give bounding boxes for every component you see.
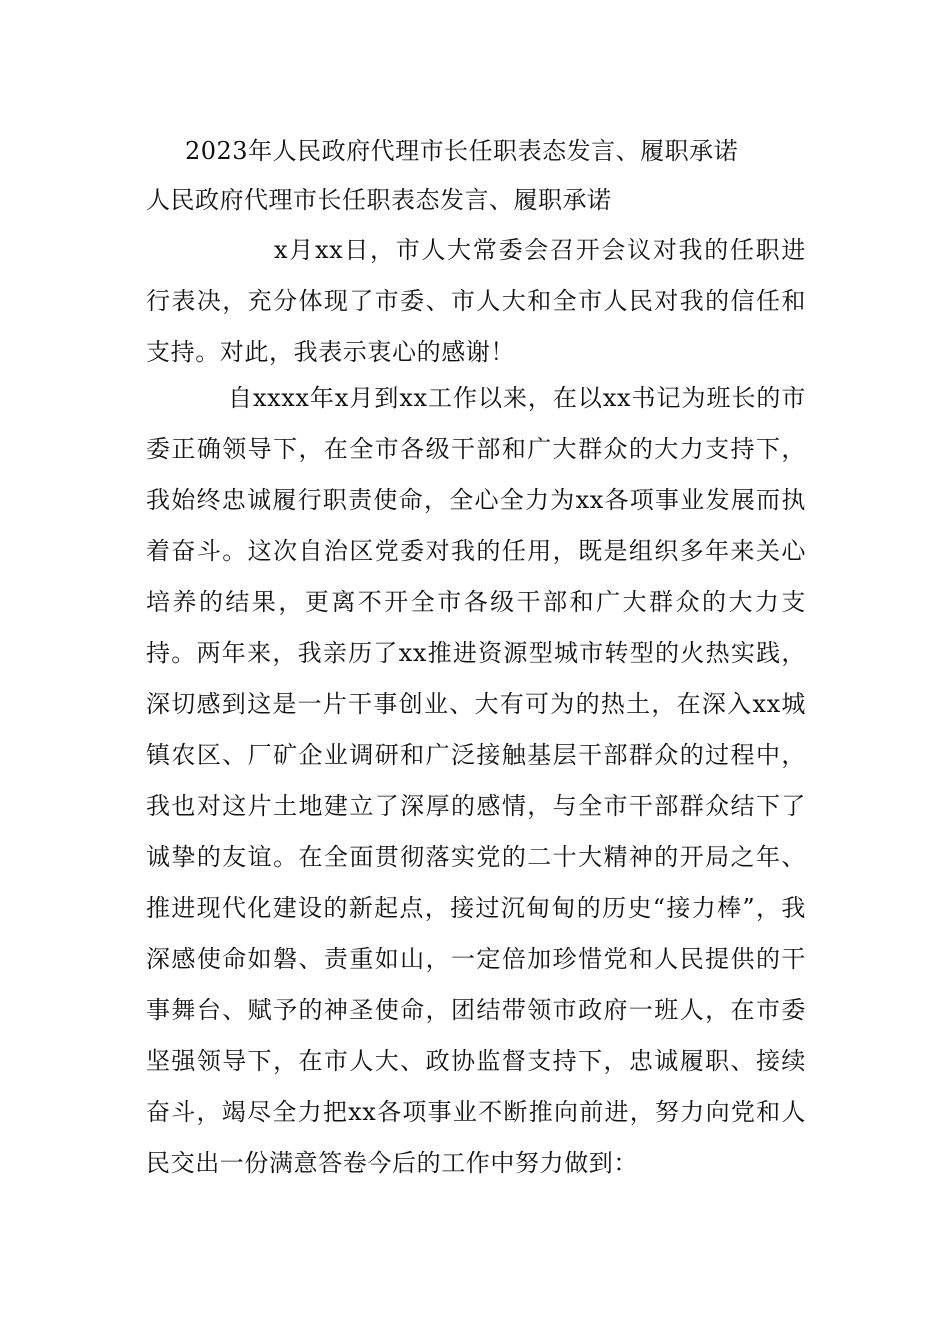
document-title: 2023年人民政府代理市长任职表态发言、履职承诺 [185,137,739,165]
paragraph-2: 自xxxx年x月到xx工作以来，在以xx书记为班长的市委正确领导下，在全市各级干部和广大群众的大力支持下，我始终忠诚履行职责使命，全心全力为xx各项事业发展而执着奋斗。这次自治区党委对我的任用，既是组织多年来关心培养的结果，更离不开全市各级干部和广大群众的大力支持。两年来，我亲历了xx推进资源型城市转型的火热实践，深切感到这是一片干事创业、大有可为的热土，在深入xx城镇农区、厂矿企业调研和广泛接触基层干部群众的过程中，我也对这片土地建立了深厚的感情，与全市干部群众结下了诚挚的友谊。在全面贯彻落实党的二十大精神的开局之年、推进现代化建设的新起点，接过沉甸甸的历史“接力棒”，我深感使命如磐、责重如山，一定倍加珍惜党和人民提供的干事舞台、赋予的神圣使命，团结带领市政府一班人，在市委坚强领导下，在市人大、政协监督支持下，忠诚履职、接续奋斗，竭尽全力把xx各项事业不断推向前进，努力向党和人民交出一份满意答卷今后的工作中努力做到： [146,384,806,1177]
paragraph-1: x月xx日，市人大常委会召开会议对我的任职进行表决，充分体现了市委、市人大和全市人民对我的信任和支持。对此，我表示衷心的感谢！ [146,236,806,366]
document-subtitle: 人民政府代理市长任职表态发言、履职承诺 [146,186,612,214]
